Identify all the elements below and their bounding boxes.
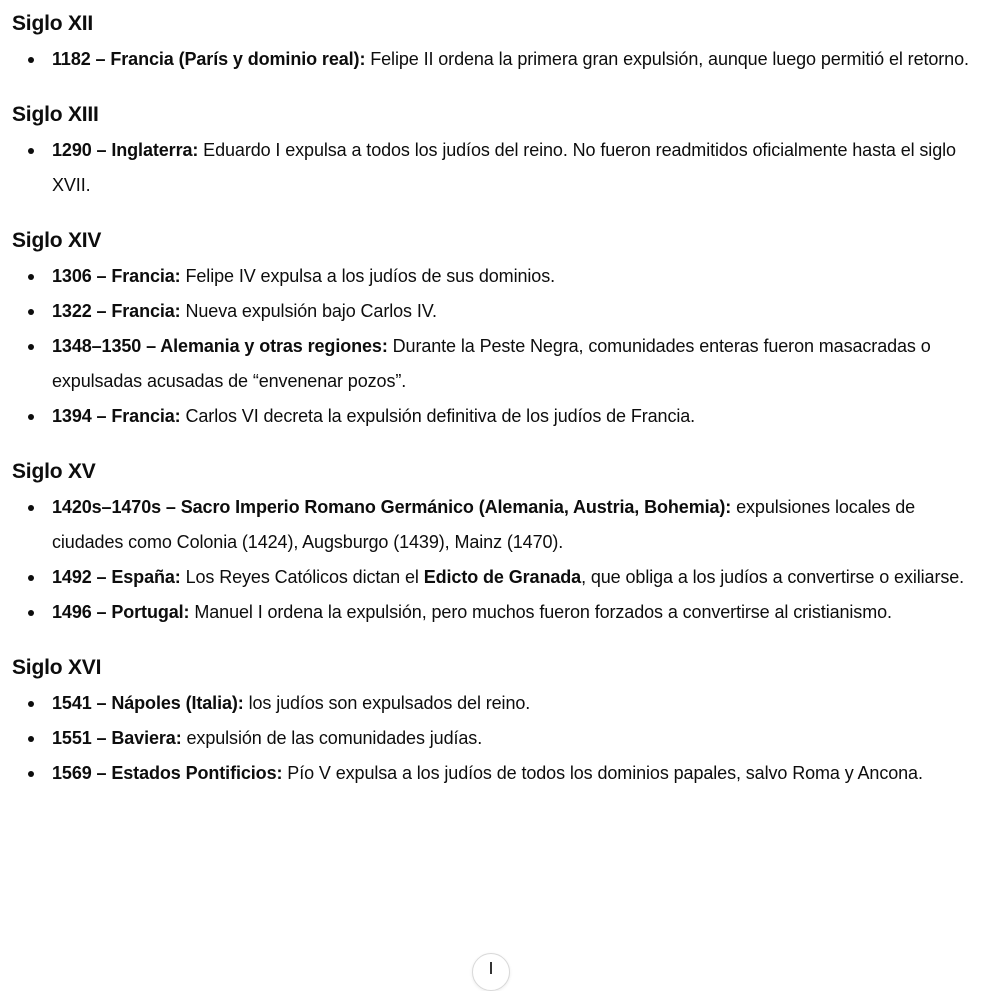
event-list bbox=[12, 42, 982, 77]
scroll-to-bottom-button[interactable] bbox=[472, 953, 510, 991]
event-lead: 1496 – Portugal: bbox=[52, 602, 190, 622]
event-lead: 1394 – Francia: bbox=[52, 406, 181, 426]
event-lead: 1182 – Francia (París y dominio real): bbox=[52, 49, 366, 69]
document-content bbox=[12, 6, 982, 811]
event-text: Durante la Peste Negra, comunidades enteras fueron masacradas o expulsadas acusadas de “envenenar pozos”. bbox=[52, 336, 931, 391]
bullet-icon bbox=[28, 57, 34, 63]
event-text: los judíos son expulsados del reino. bbox=[243, 693, 531, 713]
event-list bbox=[12, 490, 982, 630]
list-item bbox=[12, 294, 982, 329]
bullet-icon bbox=[28, 736, 34, 742]
event-text: Nueva expulsión bajo Carlos IV. bbox=[180, 301, 437, 321]
event-text: Felipe IV expulsa a los judíos de sus dominios. bbox=[180, 266, 555, 286]
event-text: Felipe II ordena la primera gran expulsión, aunque luego permitió el retorno. bbox=[365, 49, 969, 69]
century-heading: Siglo XIV bbox=[12, 229, 102, 252]
list-item bbox=[12, 490, 982, 560]
list-item bbox=[12, 560, 982, 595]
event-list bbox=[12, 686, 982, 791]
event-lead: 1569 – Estados Pontificios: bbox=[52, 763, 283, 783]
century-section-xiv bbox=[12, 223, 982, 434]
century-section-xii bbox=[12, 6, 982, 77]
century-section-xiii bbox=[12, 97, 982, 203]
bullet-icon bbox=[28, 701, 34, 707]
event-lead: 1348–1350 – Alemania y otras regiones: bbox=[52, 336, 388, 356]
edict-name: Edicto de Granada bbox=[423, 567, 582, 587]
event-text: Carlos VI decreta la expulsión definitiva de los judíos de Francia. bbox=[180, 406, 696, 426]
bullet-icon bbox=[28, 414, 34, 420]
century-heading: Siglo XII bbox=[12, 12, 94, 35]
event-text: expulsión de las comunidades judías. bbox=[181, 728, 483, 748]
event-text: expulsiones locales de ciudades como Colonia (1424), Augsburgo (1439), Mainz (1470). bbox=[52, 497, 916, 552]
event-list bbox=[12, 259, 982, 434]
bullet-icon bbox=[28, 610, 34, 616]
century-section-xvi bbox=[12, 650, 982, 791]
century-heading: Siglo XVI bbox=[12, 656, 102, 679]
bullet-icon bbox=[28, 148, 34, 154]
event-lead: 1420s–1470s – Sacro Imperio Romano Germánico (Alemania, Austria, Bohemia): bbox=[52, 497, 732, 517]
bullet-icon bbox=[28, 344, 34, 350]
list-item bbox=[12, 721, 982, 756]
event-lead: 1306 – Francia: bbox=[52, 266, 181, 286]
event-text: Manuel I ordena la expulsión, pero muchos fueron forzados a convertirse al cristianismo. bbox=[189, 602, 892, 622]
bullet-icon bbox=[28, 771, 34, 777]
list-item bbox=[12, 329, 982, 399]
list-item bbox=[12, 42, 982, 77]
event-text-after: , que obliga a los judíos a convertirse o exiliarse. bbox=[581, 567, 965, 587]
list-item bbox=[12, 595, 982, 630]
list-item bbox=[12, 259, 982, 294]
bullet-icon bbox=[28, 505, 34, 511]
century-section-xv bbox=[12, 454, 982, 630]
event-lead: 1290 – Inglaterra: bbox=[52, 140, 199, 160]
event-lead: 1541 – Nápoles (Italia): bbox=[52, 693, 244, 713]
event-text: Eduardo I expulsa a todos los judíos del reino. No fueron readmitidos oficialmente hasta el siglo XVII. bbox=[52, 140, 956, 195]
event-text: Los Reyes Católicos dictan el bbox=[180, 567, 424, 587]
list-item bbox=[12, 399, 982, 434]
event-lead: 1551 – Baviera: bbox=[52, 728, 182, 748]
century-heading: Siglo XIII bbox=[12, 103, 99, 126]
event-lead: 1322 – Francia: bbox=[52, 301, 181, 321]
bullet-icon bbox=[28, 575, 34, 581]
bullet-icon bbox=[28, 309, 34, 315]
event-list bbox=[12, 133, 982, 203]
bullet-icon bbox=[28, 274, 34, 280]
list-item bbox=[12, 686, 982, 721]
event-text: Pío V expulsa a los judíos de todos los dominios papales, salvo Roma y Ancona. bbox=[282, 763, 923, 783]
list-item bbox=[12, 756, 982, 791]
arrow-down-icon bbox=[490, 962, 492, 974]
list-item bbox=[12, 133, 982, 203]
century-heading: Siglo XV bbox=[12, 460, 96, 483]
event-lead: 1492 – España: bbox=[52, 567, 181, 587]
